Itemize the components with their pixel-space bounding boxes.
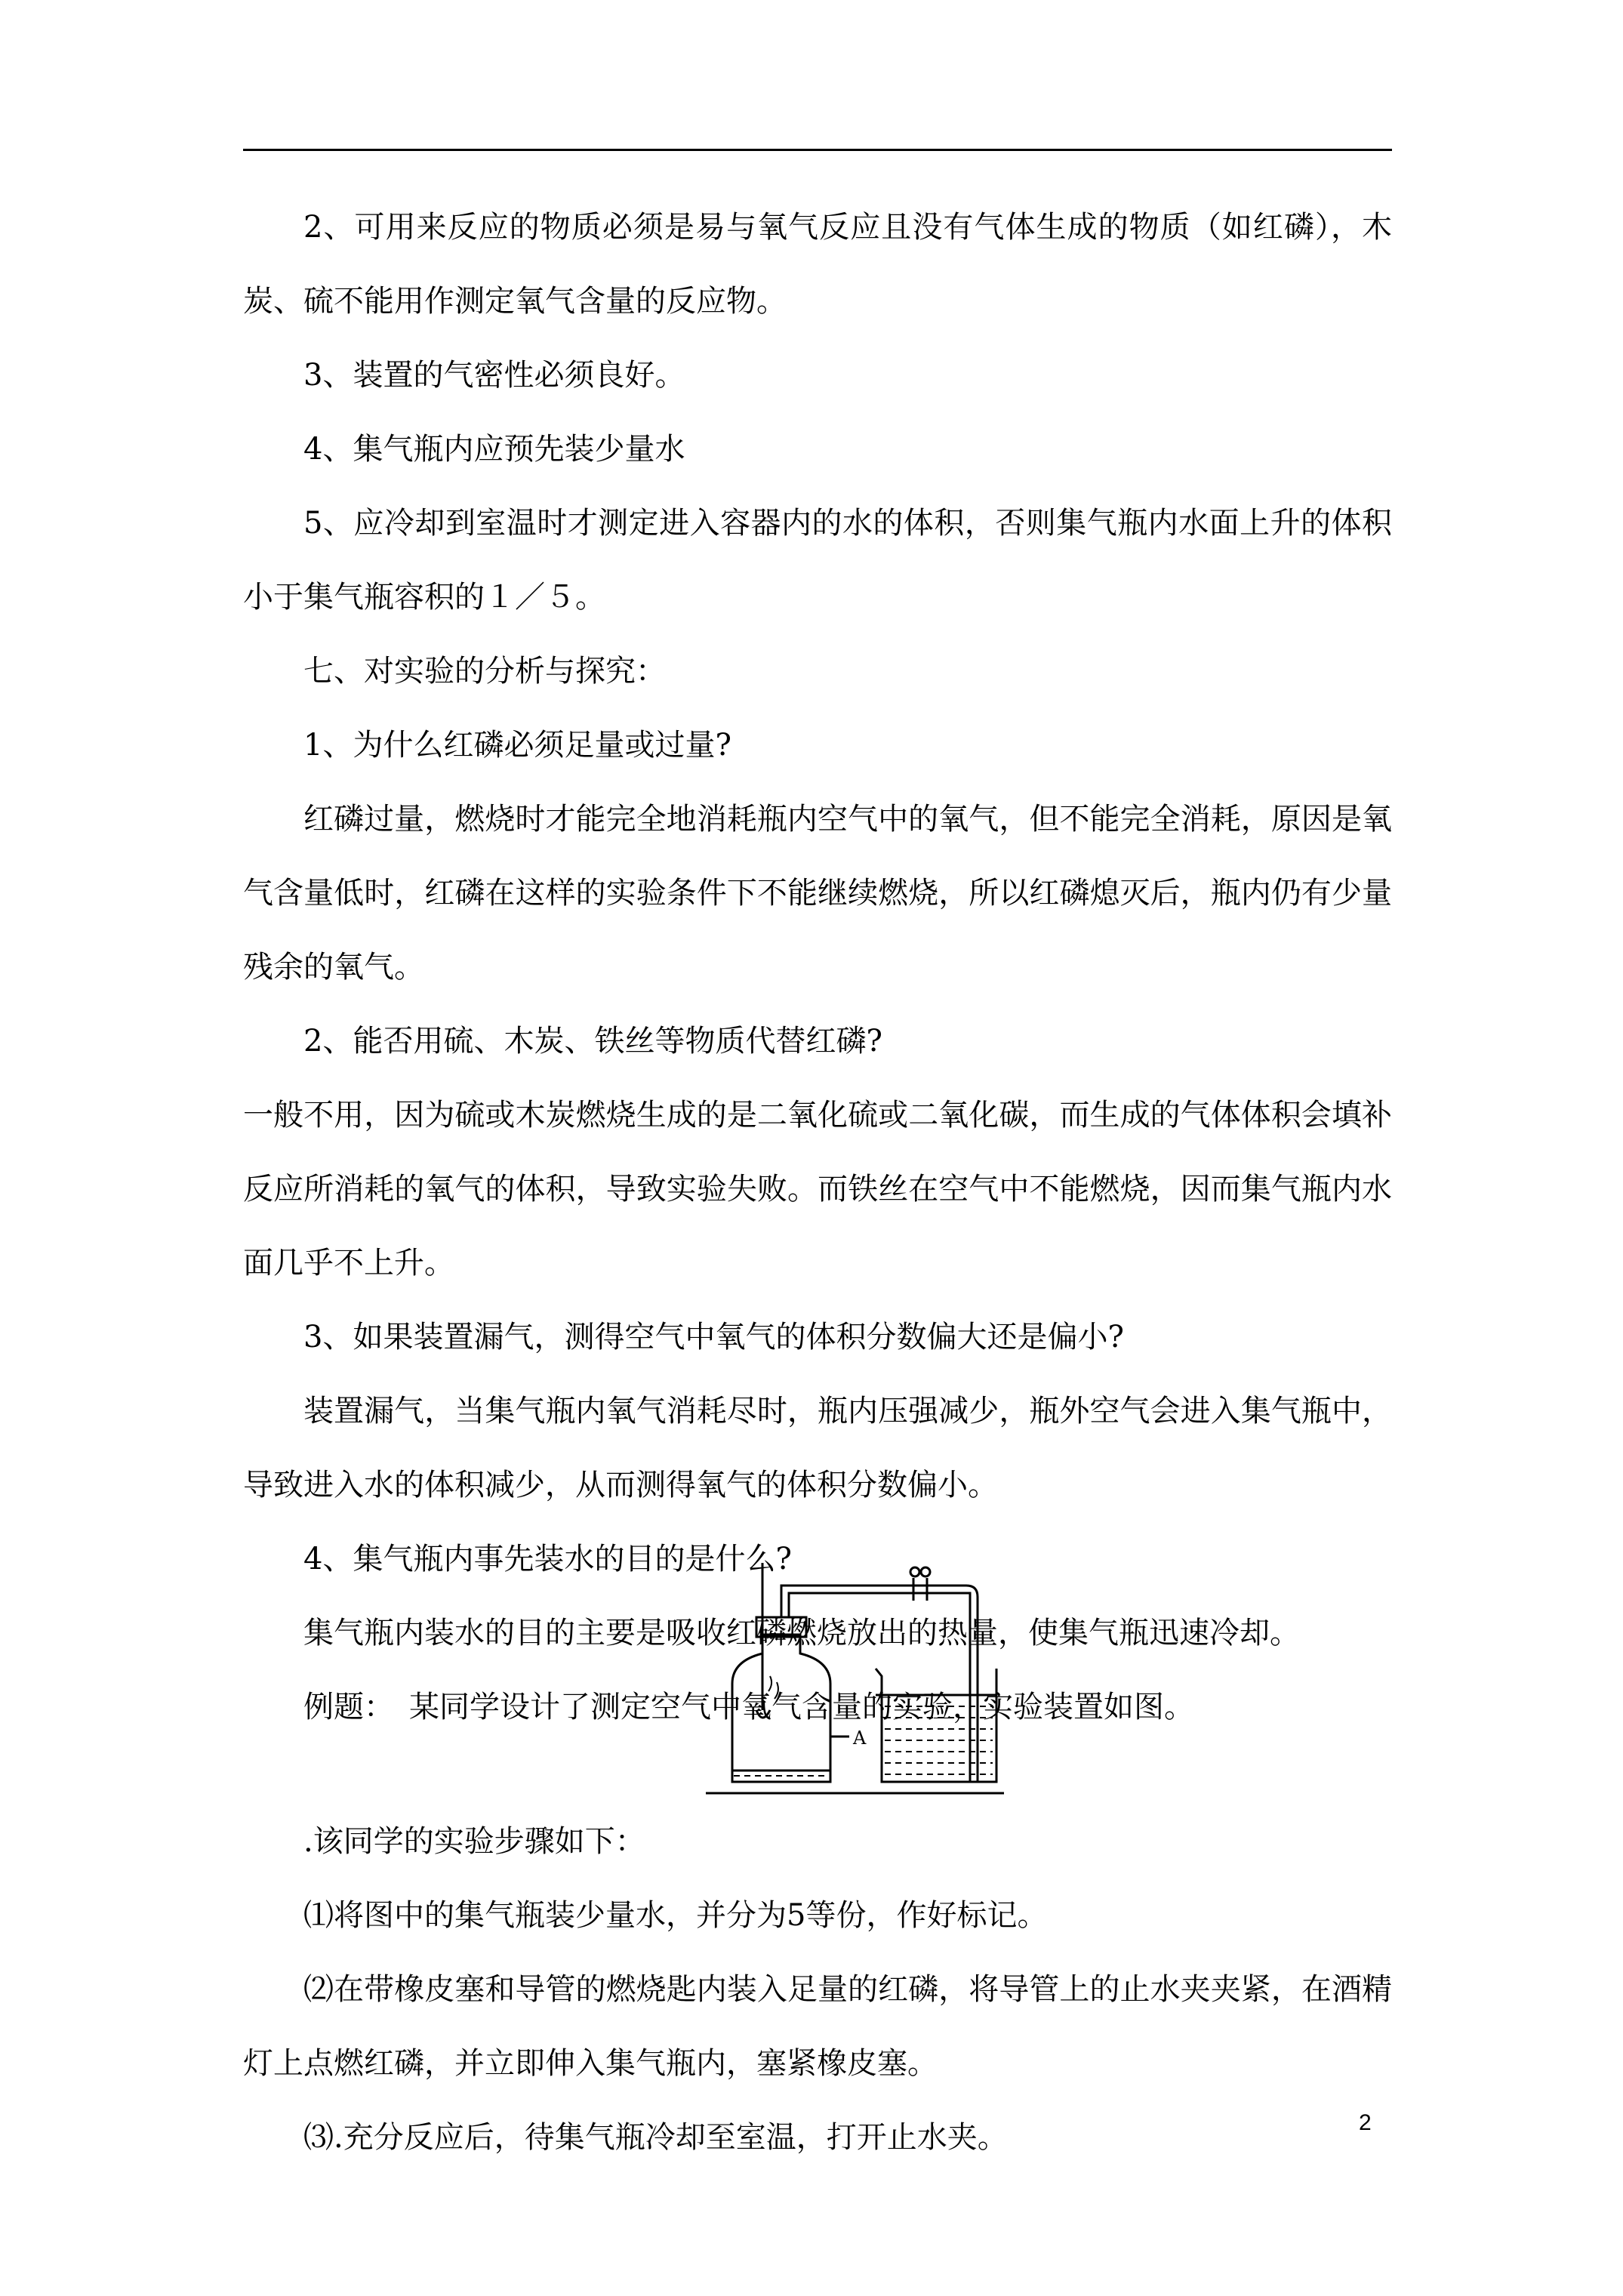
gas-bottle xyxy=(732,1635,830,1782)
body-text xyxy=(243,190,1392,1744)
apparatus-diagram xyxy=(687,1555,1012,1804)
steps-text xyxy=(243,1804,1392,2174)
step: ⑶.充分反应后，待集气瓶冷却至室温，打开止水夹。 xyxy=(303,2120,1008,2155)
paragraph: 4、集气瓶内应预先装少量水 xyxy=(303,432,685,467)
step: ⑵在带橡皮塞和导管的燃烧匙内装入足量的红磷，将导管上的止水夹夹紧，在酒精灯上点燃红磷，并立即伸入集气瓶内，塞紧橡皮塞。 xyxy=(243,1972,1392,2081)
answer: 集气瓶内装水的目的主要是吸收红磷燃烧放出的热量，使集气瓶迅速冷却。 xyxy=(303,1616,1300,1650)
page-number: 2 xyxy=(1359,2110,1372,2135)
question: 1、为什么红磷必须足量或过量? xyxy=(303,728,731,763)
question: 3、如果装置漏气，测得空气中氧气的体积分数偏大还是偏小? xyxy=(303,1320,1124,1354)
answer: 红磷过量，燃烧时才能完全地消耗瓶内空气中的氧气，但不能完全消耗，原因是氧气含量低时，红磷在这样的实验条件下不能继续燃烧，所以红磷熄灭后，瓶内仍有少量残余的氧气。 xyxy=(243,802,1392,985)
apparatus-figure xyxy=(687,1555,1012,1804)
combustion-spoon xyxy=(756,1710,770,1718)
label-a: A xyxy=(853,1727,867,1749)
paragraph: 2、可用来反应的物质必须是易与氧气反应且没有气体生成的物质（如红磷），木炭、硫不能用作测定氧气含量的反应物。 xyxy=(243,210,1392,319)
header-rule xyxy=(243,149,1392,151)
question: 2、能否用硫、木炭、铁丝等物质代替红磷? xyxy=(303,1024,882,1059)
steps-intro: .该同学的实验步骤如下： xyxy=(303,1824,645,1859)
water-clamp xyxy=(910,1567,919,1576)
section-heading: 七、对实验的分析与探究： xyxy=(303,654,666,689)
answer: 一般不用，因为硫或木炭燃烧生成的是二氧化硫或二氧化碳，而生成的气体体积会填补反应所消耗的氧气的体积，导致实验失败。而铁丝在空气中不能燃烧，因而集气瓶内水面几乎不上升。 xyxy=(243,1098,1392,1281)
question: 4、集气瓶内事先装水的目的是什么? xyxy=(303,1542,792,1576)
paragraph: 5、应冷却到室温时才测定进入容器内的水的体积，否则集气瓶内水面上升的体积小于集气瓶容积的１／５。 xyxy=(243,506,1392,615)
example-intro: 例题： 某同学设计了测定空气中氧气含量的实验，实验装置如图。 xyxy=(303,1690,1194,1724)
answer: 装置漏气，当集气瓶内氧气消耗尽时，瓶内压强减少，瓶外空气会进入集气瓶中，导致进入水的体积减少，从而测得氧气的体积分数偏小。 xyxy=(243,1394,1392,1502)
step: ⑴将图中的集气瓶装少量水，并分为5等份，作好标记。 xyxy=(303,1898,1048,1933)
glass-tube xyxy=(781,1582,913,1617)
paragraph: 3、装置的气密性必须良好。 xyxy=(303,358,685,393)
